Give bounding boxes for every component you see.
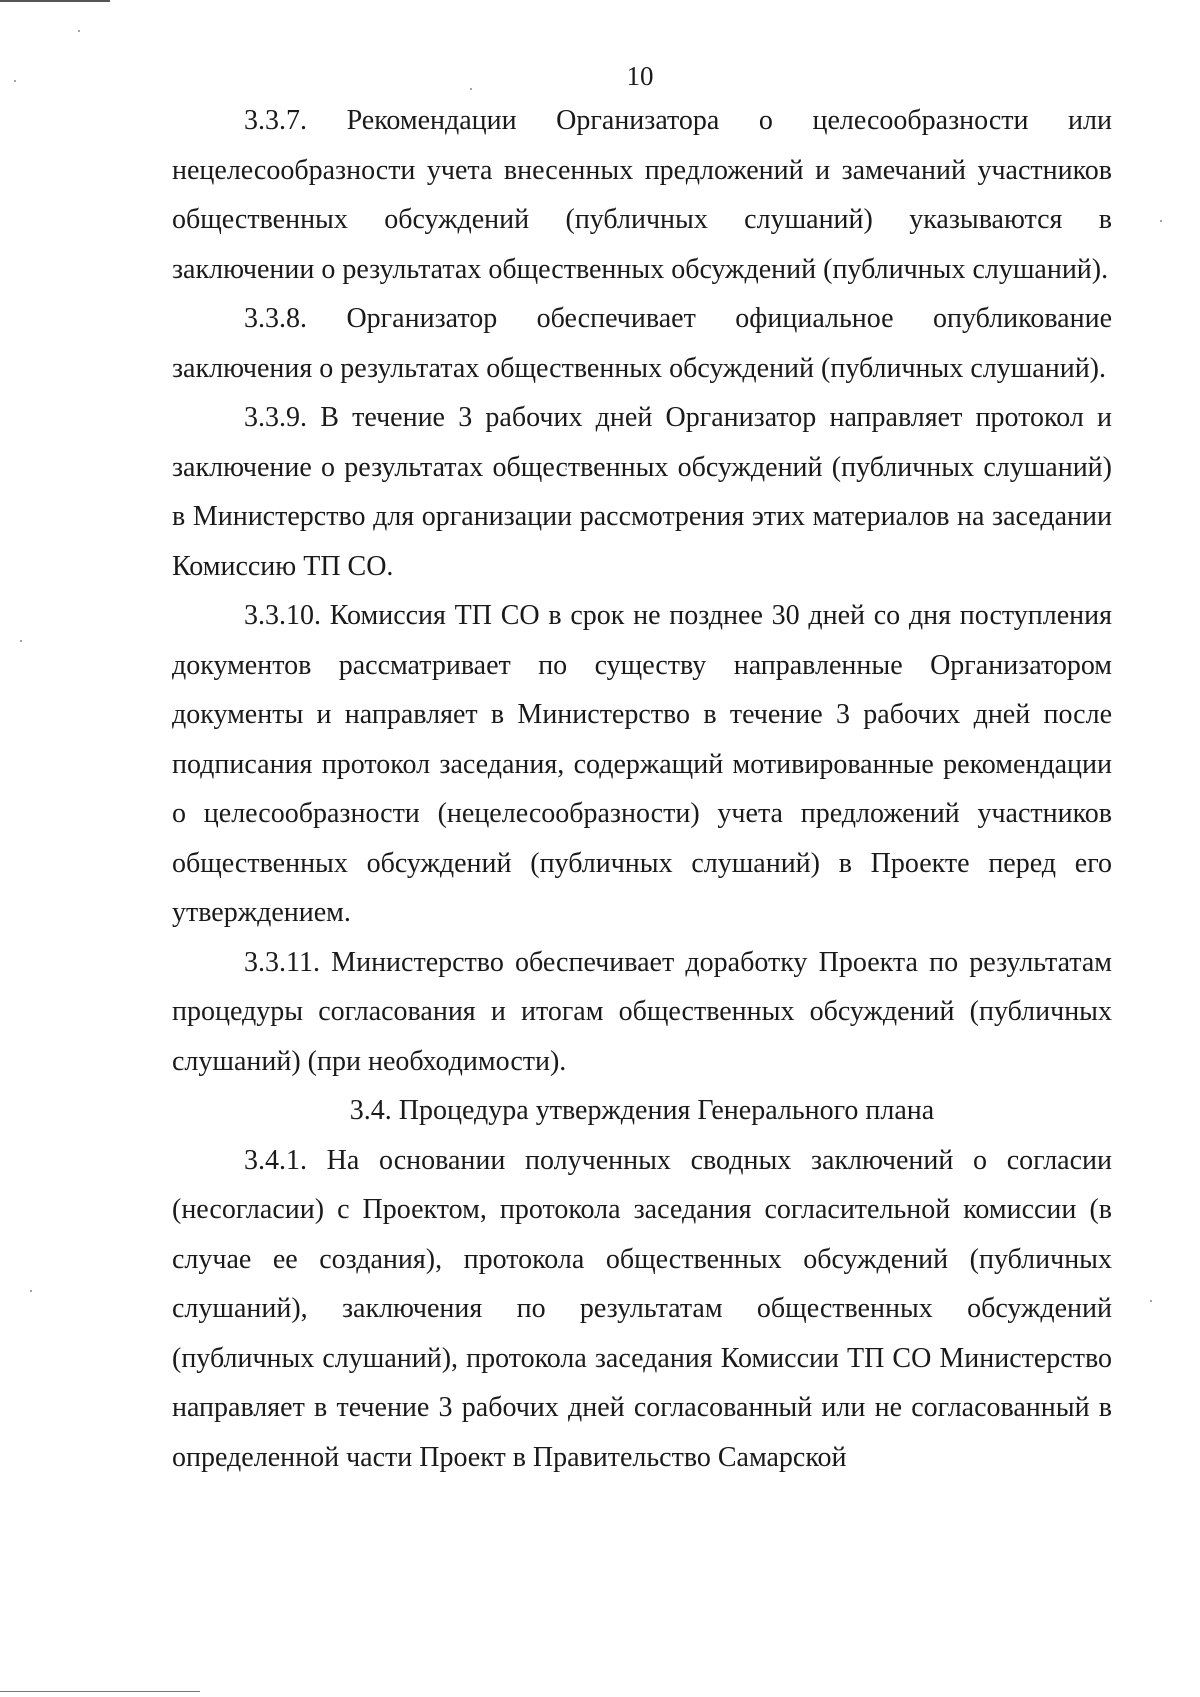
- paragraph-3-3-11: 3.3.11. Министерство обеспечивает доработку Проекта по результатам процедуры согласования и итогам общественных обсуждений (публичных слушаний) (при необходимости).: [172, 946, 1112, 1077]
- scan-speck: [30, 1290, 32, 1292]
- document-body: [172, 96, 1112, 1482]
- scan-speck: [1150, 1300, 1152, 1302]
- paragraph-3-3-7: 3.3.7. Рекомендации Организатора о целесообразности или нецелесообразности учета внесенных предложений и замечаний участников общественных обсуждений (публичных слушаний) указываются в заключении о результатах общественных обсуждений (публичных слушаний).: [172, 105, 1112, 285]
- scan-speck: [78, 30, 80, 32]
- scan-edge-line-bottom: [0, 1691, 200, 1692]
- scan-speck: [20, 640, 22, 642]
- section-heading-3-4: 3.4. Процедура утверждения Генерального плана: [349, 1095, 935, 1126]
- scan-speck: [1160, 220, 1162, 222]
- paragraph-3-3-10: 3.3.10. Комиссия ТП СО в срок не позднее 30 дней со дня поступления документов рассматривает по существу направленные Организатором документы и направляет в Министерство в течение 3 рабочих дней после подписания протокол заседания, содержащий мотивированные рекомендации о целесообразности (нецелесообразности) учета предложений участников общественных обсуждений (публичных слушаний) в Проекте перед его утверждением.: [172, 600, 1112, 928]
- page-number: 10: [626, 61, 654, 91]
- scan-edge-line-top: [0, 0, 110, 2]
- paragraph-3-3-9: 3.3.9. В течение 3 рабочих дней Организатор направляет протокол и заключение о результатах общественных обсуждений (публичных слушаний) в Министерство для организации рассмотрения этих материалов на заседании Комиссию ТП СО.: [172, 402, 1112, 582]
- paragraph-3-4-1: 3.4.1. На основании полученных сводных заключений о согласии (несогласии) с Проектом, протокола заседания согласительной комиссии (в случае ее создания), протокола общественных обсуждений (публичных слушаний), заключения по результатам общественных обсуждений (публичных слушаний), протокола заседания Комиссии ТП СО Министерство направляет в течение 3 рабочих дней согласованный или не согласованный в определенной части Проект в Правительство Самарской: [172, 1144, 1112, 1473]
- paragraph-3-3-8: 3.3.8. Организатор обеспечивает официальное опубликование заключения о результатах общественных обсуждений (публичных слушаний).: [172, 303, 1112, 384]
